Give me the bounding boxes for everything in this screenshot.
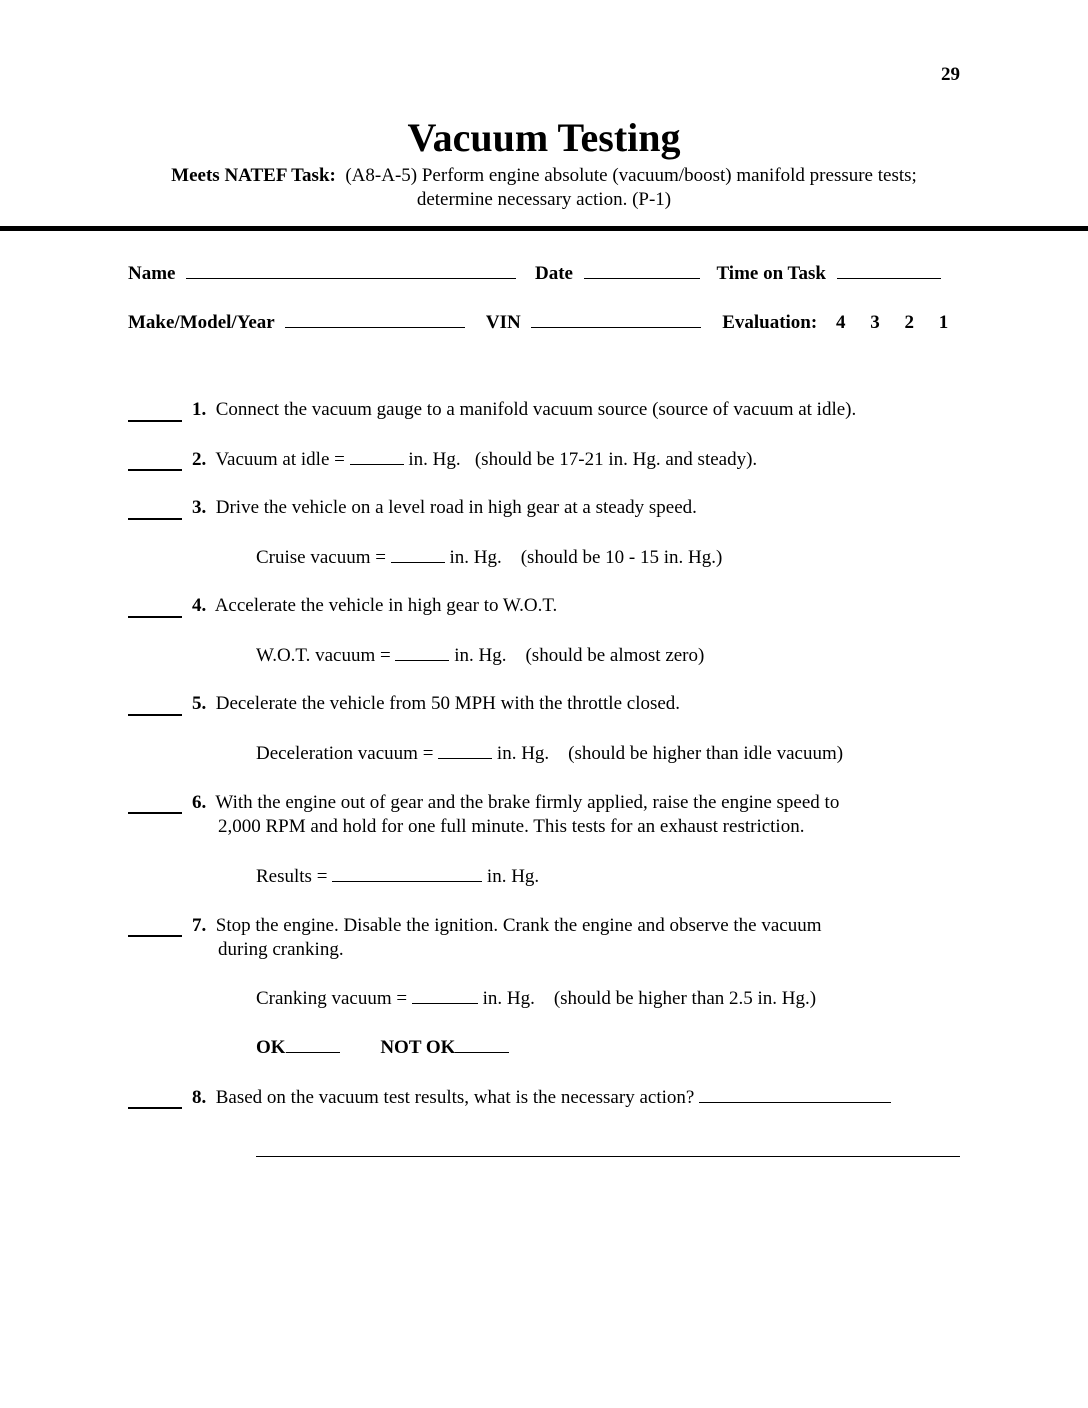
step-3-number: 3. xyxy=(192,497,207,518)
time-on-task-field[interactable] xyxy=(837,262,941,279)
step-5-number: 5. xyxy=(192,693,207,714)
step-8 xyxy=(192,1086,891,1109)
decel-vacuum-field[interactable] xyxy=(438,742,492,759)
step-4-sub xyxy=(256,644,704,667)
ok-label: OK xyxy=(256,1037,286,1058)
wot-vacuum-field[interactable] xyxy=(395,644,449,661)
step-4 xyxy=(192,595,557,617)
necessary-action-field[interactable] xyxy=(699,1086,891,1103)
step-4-text: Accelerate the vehicle in high gear to W.O.T. xyxy=(214,595,558,616)
step-7-number: 7. xyxy=(192,915,207,936)
step-2-text-before: Vacuum at idle = xyxy=(215,449,350,470)
step-6 xyxy=(192,791,839,839)
step-3-text: Drive the vehicle on a level road in high gear at a steady speed. xyxy=(215,497,697,518)
step-6-sub xyxy=(256,865,539,888)
results-field[interactable] xyxy=(332,865,482,882)
step-4-checkoff-blank[interactable] xyxy=(128,616,182,618)
name-field[interactable] xyxy=(186,262,516,279)
wot-vacuum-spec: in. Hg. (should be almost zero) xyxy=(449,645,705,666)
header-divider xyxy=(0,226,1088,231)
header-row-1 xyxy=(128,262,941,285)
cranking-vacuum-label: Cranking vacuum = xyxy=(256,988,412,1009)
results-unit: in. Hg. xyxy=(482,866,540,887)
step-7-text-line1: Stop the engine. Disable the ignition. Crank the engine and observe the vacuum xyxy=(215,915,822,936)
step-7 xyxy=(192,914,822,962)
date-label: Date xyxy=(534,263,573,284)
cruise-vacuum-spec: in. Hg. (should be 10 - 15 in. Hg.) xyxy=(444,547,723,568)
step-7-text-line2: during cranking. xyxy=(218,939,344,960)
step-2-checkoff-blank[interactable] xyxy=(128,469,182,471)
natef-task-text-line1: (A8-A-5) Perform engine absolute (vacuum/boost) manifold pressure tests; xyxy=(345,165,917,186)
cranking-vacuum-field[interactable] xyxy=(412,987,478,1004)
step-5-checkoff-blank[interactable] xyxy=(128,714,182,716)
not-ok-field[interactable] xyxy=(455,1036,509,1053)
step-7-sub xyxy=(256,987,816,1010)
evaluation-score-3[interactable]: 3 xyxy=(870,312,880,333)
evaluation-score-2[interactable]: 2 xyxy=(904,312,914,333)
step-8-text: Based on the vacuum test results, what is the necessary action? xyxy=(215,1087,700,1108)
step-2 xyxy=(192,448,757,471)
cruise-vacuum-field[interactable] xyxy=(391,546,445,563)
necessary-action-field-line-2[interactable] xyxy=(256,1156,960,1157)
natef-task-description xyxy=(0,164,1088,212)
make-model-year-label: Make/Model/Year xyxy=(128,312,275,333)
ok-not-ok-row xyxy=(256,1036,509,1059)
time-on-task-label: Time on Task xyxy=(716,263,826,284)
natef-task-text-line2: determine necessary action. (P-1) xyxy=(416,189,672,210)
step-7-checkoff-blank[interactable] xyxy=(128,935,182,937)
step-2-text-after: in. Hg. (should be 17-21 in. Hg. and steady). xyxy=(403,449,758,470)
step-3 xyxy=(192,497,697,519)
decel-vacuum-label: Deceleration vacuum = xyxy=(256,743,439,764)
step-4-number: 4. xyxy=(192,595,207,616)
vin-field[interactable] xyxy=(531,311,701,328)
step-1-text: Connect the vacuum gauge to a manifold vacuum source (source of vacuum at idle). xyxy=(215,399,857,420)
evaluation-label: Evaluation: xyxy=(722,312,818,333)
idle-vacuum-field[interactable] xyxy=(350,448,404,465)
step-6-number: 6. xyxy=(192,792,207,813)
results-label: Results = xyxy=(256,866,333,887)
step-6-text-line1: With the engine out of gear and the brake firmly applied, raise the engine speed to xyxy=(215,792,840,813)
step-5-text: Decelerate the vehicle from 50 MPH with the throttle closed. xyxy=(215,693,681,714)
page-title: Vacuum Testing xyxy=(407,115,681,160)
cruise-vacuum-label: Cruise vacuum = xyxy=(256,547,391,568)
wot-vacuum-label: W.O.T. vacuum = xyxy=(256,645,396,666)
step-6-text-line2: 2,000 RPM and hold for one full minute. This tests for an exhaust restriction. xyxy=(218,816,805,837)
decel-vacuum-spec: in. Hg. (should be higher than idle vacuum) xyxy=(492,743,844,764)
vin-label: VIN xyxy=(485,312,521,333)
ok-field[interactable] xyxy=(286,1036,340,1053)
make-model-year-field[interactable] xyxy=(285,311,465,328)
header-row-2 xyxy=(128,311,948,334)
step-6-checkoff-blank[interactable] xyxy=(128,812,182,814)
step-2-number: 2. xyxy=(192,449,207,470)
step-1-checkoff-blank[interactable] xyxy=(128,420,182,422)
step-3-checkoff-blank[interactable] xyxy=(128,518,182,520)
not-ok-label: NOT OK xyxy=(380,1037,456,1058)
page-number: 29 xyxy=(941,64,960,85)
step-8-checkoff-blank[interactable] xyxy=(128,1107,182,1109)
evaluation-score-1[interactable]: 1 xyxy=(938,312,949,333)
step-5-sub xyxy=(256,742,843,765)
step-1 xyxy=(192,399,856,421)
cranking-vacuum-spec: in. Hg. (should be higher than 2.5 in. Hg.) xyxy=(477,988,817,1009)
step-1-number: 1. xyxy=(192,399,207,420)
name-label: Name xyxy=(128,263,176,284)
natef-task-label: Meets NATEF Task: xyxy=(171,165,336,186)
step-3-sub xyxy=(256,546,722,569)
evaluation-score-4[interactable]: 4 xyxy=(835,312,846,333)
date-field[interactable] xyxy=(584,262,700,279)
step-5 xyxy=(192,693,680,715)
step-8-number: 8. xyxy=(192,1087,207,1108)
